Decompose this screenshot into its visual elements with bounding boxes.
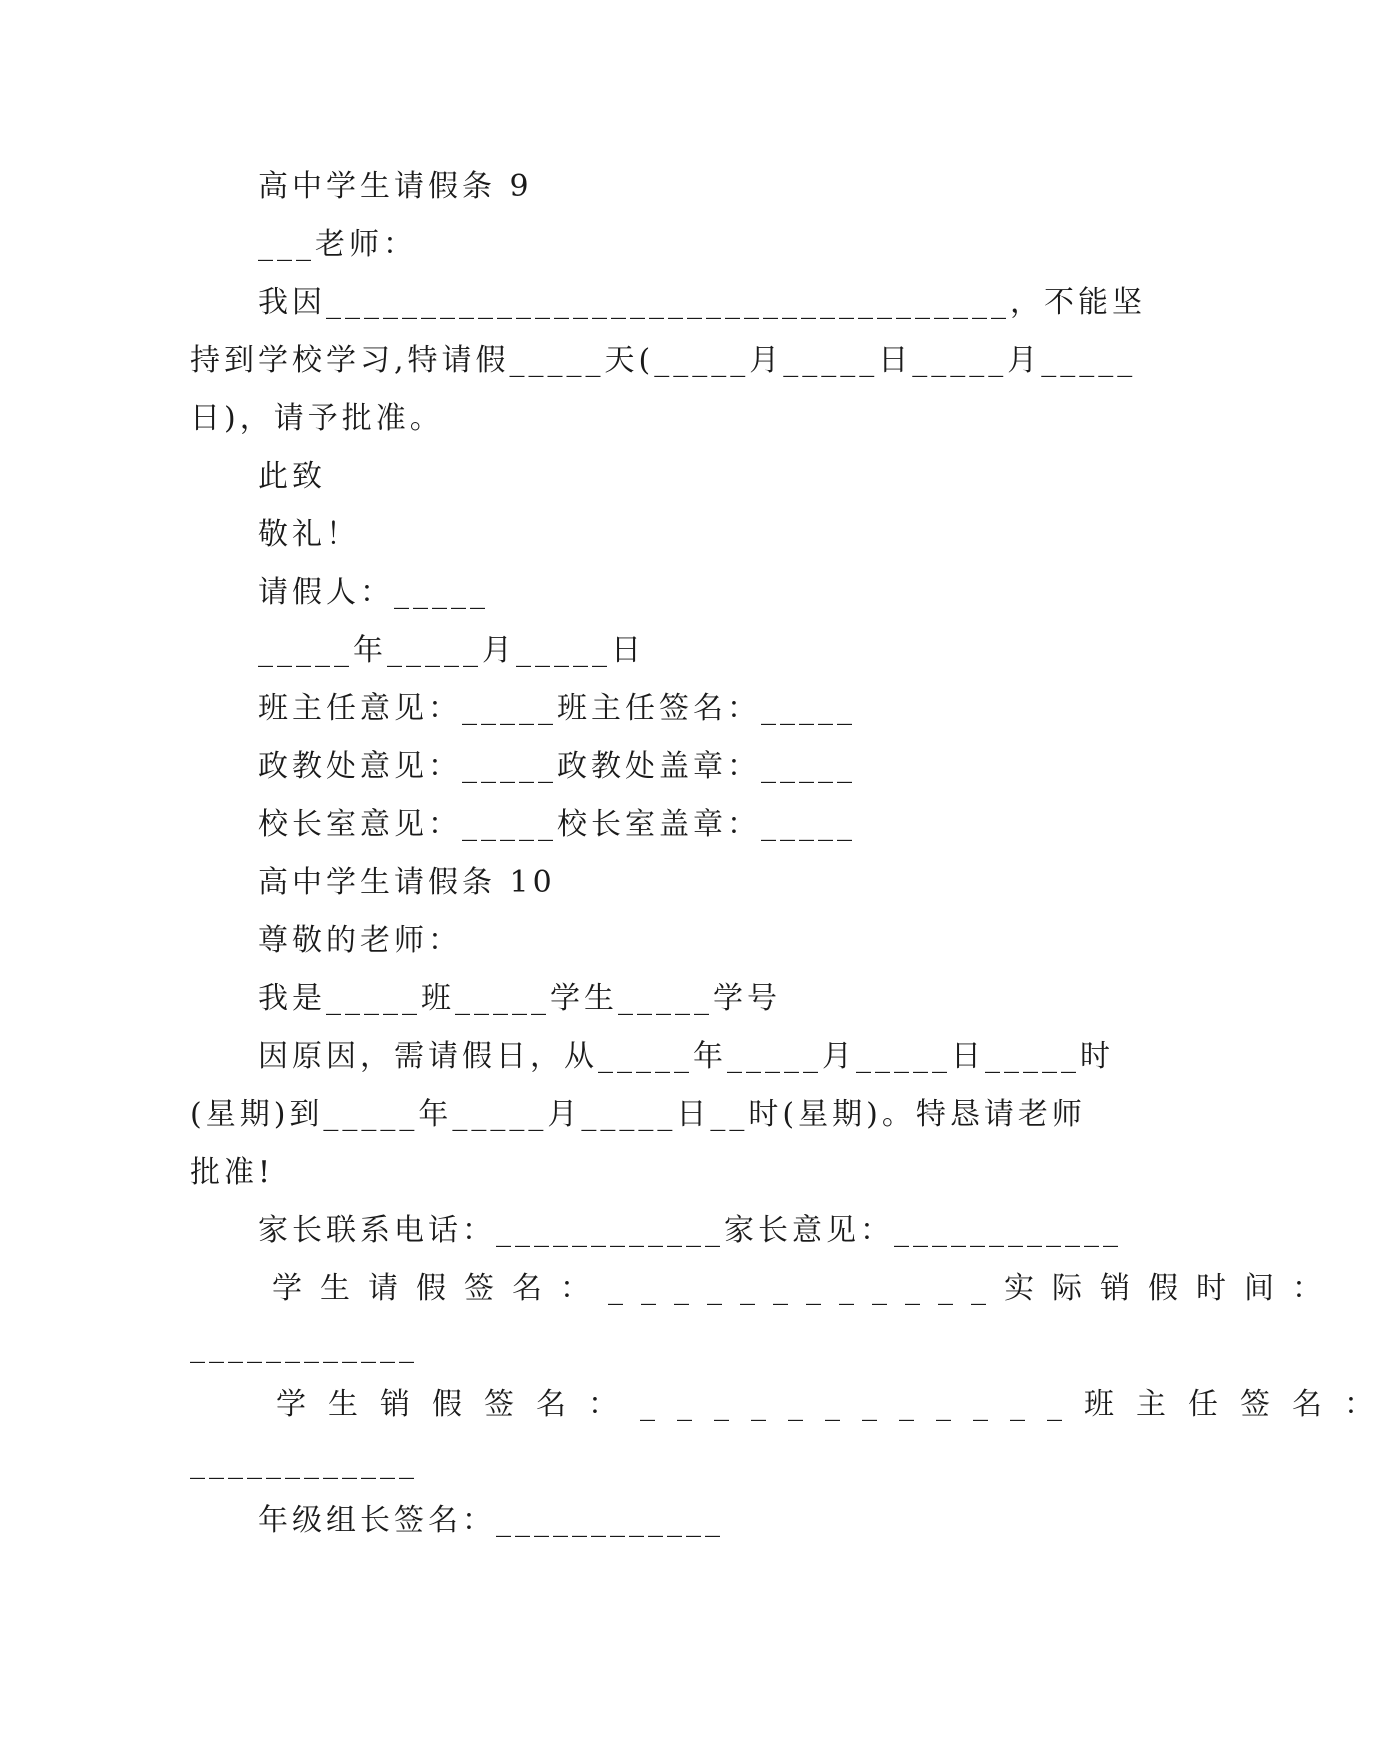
office-opinion: 政教处意见：_____政教处盖章：_____	[258, 749, 856, 784]
leave-until-line: (星期)到_____年_____月_____日__时(星期)。特恳请老师	[190, 1097, 1086, 1132]
grade-leader-signature-line: 年级组长签名：____________	[258, 1503, 724, 1538]
student-info-line: 我是_____班_____学生_____学号	[258, 981, 781, 1016]
body-leave-period-line: 持到学校学习,特请假_____天(_____月_____日_____月_____	[190, 343, 1137, 378]
actual-return-time-blank: ____________	[190, 1329, 418, 1364]
closing-cizhi: 此致	[258, 459, 326, 494]
body-approval-line: 日)，请予批准。	[190, 401, 444, 436]
student-return-signature-line: 学生销假签名：____________班主任签名：	[276, 1387, 1396, 1422]
student-leave-signature-line: 学生请假签名：____________实际销假时间：	[272, 1271, 1340, 1306]
closing-jingli: 敬礼！	[258, 517, 360, 552]
principal-opinion: 校长室意见：_____校长室盖章：_____	[258, 807, 856, 842]
class-teacher-opinion: 班主任意见：_____班主任签名：_____	[258, 691, 856, 726]
body-reason-line: 我因____________________________________，不能坚	[258, 285, 1146, 320]
section-title-10: 高中学生请假条 10	[258, 865, 556, 900]
parent-contact-line: 家长联系电话：____________家长意见：____________	[258, 1213, 1122, 1248]
class-teacher-signature-blank: ____________	[190, 1445, 418, 1480]
date-field: _____年_____月_____日	[258, 633, 645, 668]
salutation-respected-teacher: 尊敬的老师：	[258, 923, 462, 958]
leave-reason-line: 因原因，需请假日，从_____年_____月_____日_____时	[258, 1039, 1114, 1074]
applicant-field: 请假人：_____	[258, 575, 489, 610]
approve-line: 批准!	[190, 1155, 275, 1190]
salutation-teacher: ___老师：	[258, 227, 417, 262]
section-title-9: 高中学生请假条 9	[258, 169, 533, 204]
